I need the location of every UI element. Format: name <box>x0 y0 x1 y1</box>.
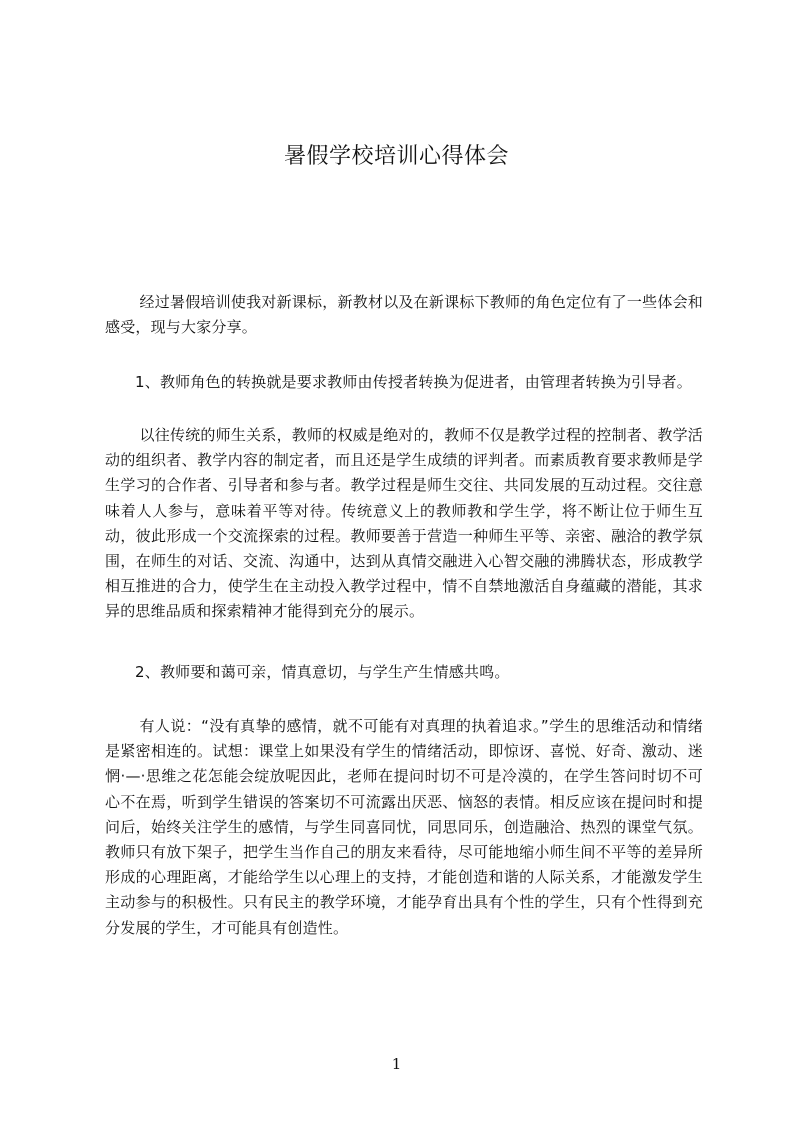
paragraph-body-2: 有人说：“没有真挚的感情，就不可能有对真理的执着追求。”学生的思维活动和情绪是紧密相连的。试想：课堂上如果没有学生的情绪活动，即惊讶、喜悦、好奇、激动、迷惘·—·思维之花怎能会绽放呢因此，老师在提问时切不可是冷漠的，在学生答问时切不可心不在焉，听到学生错误的答案切不可流露出厌恶、恼怒的表情。相反应该在提问时和提问后，始终关注学生的感情，与学生同喜同忧，同思同乐，创造融洽、热烈的课堂气氛。教师只有放下架子，把学生当作自己的朋友来看待，尽可能地缩小师生间不平等的差异所形成的心理距离，才能给学生以心理上的支持，才能创造和谐的人际关系，才能激发学生主动参与的积极性。只有民主的教学环境，才能孕育出具有个性的学生，只有个性得到充分发展的学生，才可能具有创造性。 <box>105 717 703 937</box>
paragraph-heading-2: 2、教师要和蔼可亲，情真意切，与学生产生情感共鸣。 <box>135 663 510 681</box>
paragraph-heading-1: 1、教师角色的转换就是要求教师由传授者转换为促进者，由管理者转换为引导者。 <box>135 373 692 391</box>
page-number: 1 <box>391 1055 402 1073</box>
paragraph-body-1: 以往传统的师生关系，教师的权威是绝对的，教师不仅是教学过程的控制者、教学活动的组织者、教学内容的制定者，而且还是学生成绩的评判者。而素质教育要求教师是学生学习的合作者、引导者和参与者。教学过程是师生交往、共同发展的互动过程。交往意味着人人参与，意味着平等对待。传统意义上的教师教和学生学，将不断让位于师生互动，彼此形成一个交流探索的过程。教师要善于营造一种师生平等、亲密、融洽的教学氛围，在师生的对话、交流、沟通中，达到从真情交融进入心智交融的沸腾状态，形成教学相互推进的合力，使学生在主动投入教学过程中，情不自禁地激活自身蕴藏的潜能，其求异的思维品质和探索精神才能得到充分的展示。 <box>105 426 703 621</box>
paragraph-intro: 经过暑假培训使我对新课标，新教材以及在新课标下教师的角色定位有了一些体会和感受，现与大家分享。 <box>105 293 703 337</box>
document-title: 暑假学校培训心得体会 <box>283 144 509 169</box>
